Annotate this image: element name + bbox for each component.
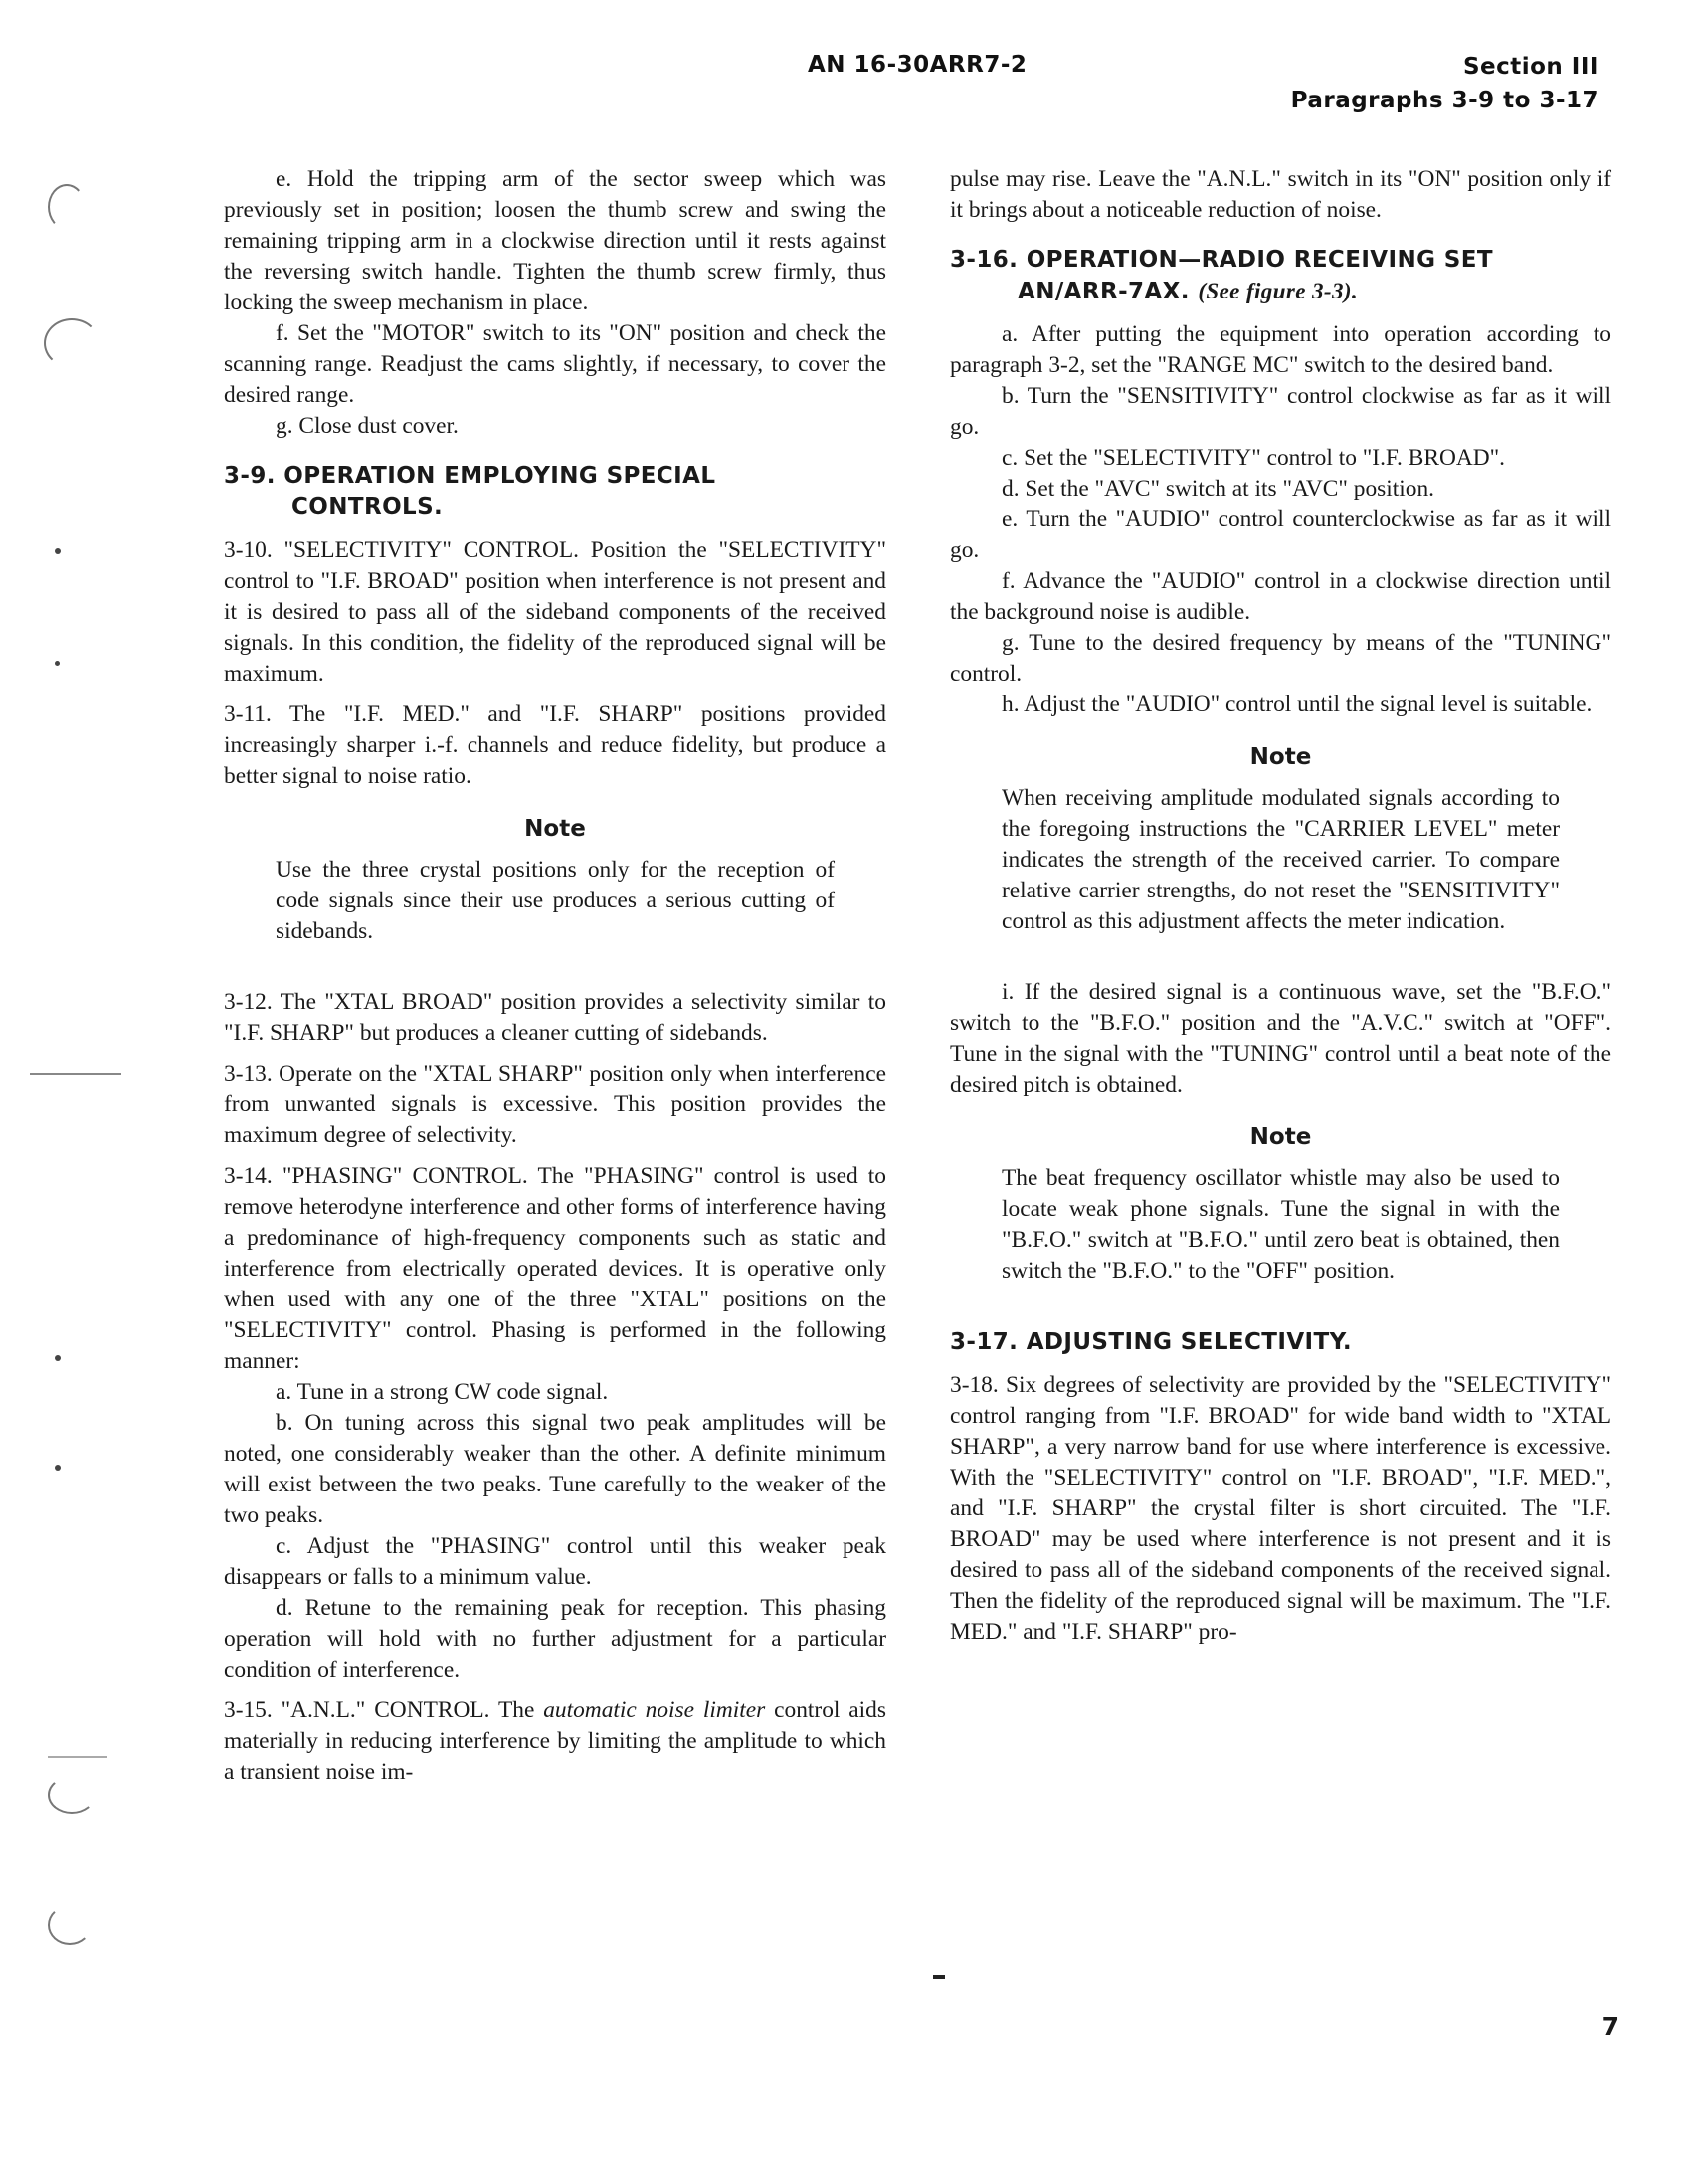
hole-dot	[55, 1355, 61, 1361]
paragraph-3-13: 3-13. Operate on the "XTAL SHARP" position only when interference from unwanted signals is excessive. This position provides the maximum degree of selectivity.	[224, 1061, 886, 1148]
hole-dot	[55, 1465, 61, 1471]
binding-mark	[44, 318, 99, 368]
heading-3-16-line1: 3-16. OPERATION—RADIO RECEIVING SET	[950, 247, 1493, 273]
heading-3-9	[224, 460, 886, 523]
heading-3-16-model: AN/ARR-7AX.	[1018, 279, 1190, 304]
document-id: AN 16-30ARR7-2	[808, 52, 1028, 78]
paragraph-3-15-continued: pulse may rise. Leave the "A.N.L." switch in its "ON" position only if it brings about a noticeable reduction of noise.	[950, 166, 1611, 223]
scan-line	[48, 1756, 107, 1758]
figure-reference: (See figure 3-3).	[1198, 279, 1359, 303]
binding-mark	[48, 1776, 95, 1814]
phasing-step-c: c. Adjust the "PHASING" control until this weaker peak disappears or falls to a minimum value.	[224, 1533, 886, 1590]
right-column	[950, 164, 1611, 1658]
scan-line	[30, 1073, 121, 1075]
heading-3-16	[950, 244, 1611, 307]
phasing-step-a: a. Tune in a strong CW code signal.	[276, 1379, 609, 1405]
receive-step-f: f. Advance the "AUDIO" control in a clockwise direction until the background noise is audible.	[950, 568, 1611, 625]
note-heading: Note	[1249, 1124, 1312, 1150]
note-carrier-level: When receiving amplitude modulated signals according to the foregoing instructions the "CARRIER LEVEL" meter indicates the strength of the received carrier. To compare relative carrier strengths, do not reset the "SENSITIVITY" control as this adjustment affects the meter indication.	[1002, 785, 1560, 934]
note-bfo: The beat frequency oscillator whistle may also be used to locate weak phone signals. Tune the signal in with the "B.F.O." switch at "B.F.O." until zero beat is obtained, then switch the "B.F.O." to the "OFF" position.	[1002, 1165, 1560, 1284]
anl-term: automatic noise limiter	[543, 1697, 766, 1723]
binding-mark	[48, 184, 86, 230]
phasing-step-d: d. Retune to the remaining peak for reception. This phasing operation will hold with no further adjustment for a particular condition of interference.	[224, 1595, 886, 1683]
note-heading: Note	[524, 816, 586, 842]
note-crystal: Use the three crystal positions only for the reception of code signals since their use produces a serious cutting of sidebands.	[276, 857, 835, 944]
paragraph-3-15	[224, 1695, 886, 1788]
anl-lead: 3-15. "A.N.L." CONTROL. The	[224, 1697, 544, 1723]
step-e: e. Hold the tripping arm of the sector sweep which was previously set in position; loosen the thumb screw and swing the remaining tripping arm in a clockwise direction until it rests against the reversing switch handle. Tighten the thumb screw firmly, thus locking the sweep mechanism in place.	[224, 166, 886, 315]
receive-step-i: i. If the desired signal is a continuous wave, set the "B.F.O." switch to the "B.F.O." position and the "A.V.C." switch at "OFF". Tune in the signal with the "TUNING" control until a beat note of the desired pitch is obtained.	[950, 979, 1611, 1097]
phasing-step-b: b. On tuning across this signal two peak amplitudes will be noted, one considerably weaker than the other. A definite minimum will exist between the two peaks. Tune carefully to the weaker of the two peaks.	[224, 1410, 886, 1528]
anl-rest: control aids materially in reducing interference by limiting the amplitude to which a transient noise im-	[224, 1697, 886, 1785]
binding-mark	[48, 1905, 92, 1945]
receive-step-b: b. Turn the "SENSITIVITY" control clockwise as far as it will go.	[950, 383, 1611, 440]
receive-step-h: h. Adjust the "AUDIO" control until the signal level is suitable.	[1002, 692, 1593, 717]
receive-step-d: d. Set the "AVC" switch at its "AVC" position.	[1002, 476, 1434, 501]
paragraph-3-10: 3-10. "SELECTIVITY" CONTROL. Position the "SELECTIVITY" control to "I.F. BROAD" position when interference is not present and it is desired to pass all of the sideband components of the received signals. In this condition, the fidelity of the reproduced signal will be maximum.	[224, 537, 886, 687]
note-heading: Note	[1249, 744, 1312, 770]
heading-3-16-line2	[950, 276, 1611, 307]
section-header	[1291, 50, 1598, 117]
page-number: 7	[1601, 2012, 1619, 2041]
paragraph-3-18: 3-18. Six degrees of selectivity are provided by the "SELECTIVITY" control ranging from "I.F. BROAD" for wide band width to "XTAL SHARP", a very narrow band for use where interference is excessive. With the "SELECTIVITY" control on "I.F. BROAD", "I.F. MED.", and "I.F. SHARP" the crystal filter is short circuited. The "I.F. BROAD" may be used where interference is not present and it is desired to pass all of the sideband components of the received signal. Then the fidelity of the reproduced signal will be maximum. The "I.F. MED." and "I.F. SHARP" pro-	[950, 1372, 1611, 1645]
section-label: Section III	[1462, 54, 1598, 80]
heading-3-17: 3-17. ADJUSTING SELECTIVITY.	[950, 1329, 1352, 1355]
scan-line	[933, 1975, 945, 1979]
receive-step-c: c. Set the "SELECTIVITY" control to "I.F. BROAD".	[1002, 445, 1506, 471]
heading-3-9-line2: CONTROLS.	[291, 495, 444, 520]
heading-3-9-line1: 3-9. OPERATION EMPLOYING SPECIAL	[224, 463, 716, 489]
step-f: f. Set the "MOTOR" switch to its "ON" position and check the scanning range. Readjust the cams slightly, if necessary, to cover the desired range.	[224, 320, 886, 408]
receive-step-e: e. Turn the "AUDIO" control counterclockwise as far as it will go.	[950, 506, 1611, 563]
paragraph-3-11: 3-11. The "I.F. MED." and "I.F. SHARP" positions provided increasingly sharper i.-f. channels and reduce fidelity, but produce a better signal to noise ratio.	[224, 701, 886, 789]
paragraph-3-14: 3-14. "PHASING" CONTROL. The "PHASING" control is used to remove heterodyne interference and other forms of interference having a predominance of high-frequency components such as static and interference from electrically operated devices. It is operative only when used with any one of the three "XTAL" positions on the "SELECTIVITY" control. Phasing is performed in the following manner:	[224, 1163, 886, 1374]
paragraph-range: Paragraphs 3-9 to 3-17	[1290, 88, 1598, 113]
hole-dot	[55, 548, 61, 554]
receive-step-a: a. After putting the equipment into operation according to paragraph 3-2, set the "RANGE MC" switch to the desired band.	[950, 321, 1611, 378]
hole-dot	[55, 661, 60, 666]
step-g: g. Close dust cover.	[276, 413, 459, 439]
left-column	[224, 164, 886, 1798]
receive-step-g: g. Tune to the desired frequency by means of the "TUNING" control.	[950, 630, 1611, 687]
paragraph-3-12: 3-12. The "XTAL BROAD" position provides a selectivity similar to "I.F. SHARP" but produces a cleaner cutting of sidebands.	[224, 989, 886, 1046]
